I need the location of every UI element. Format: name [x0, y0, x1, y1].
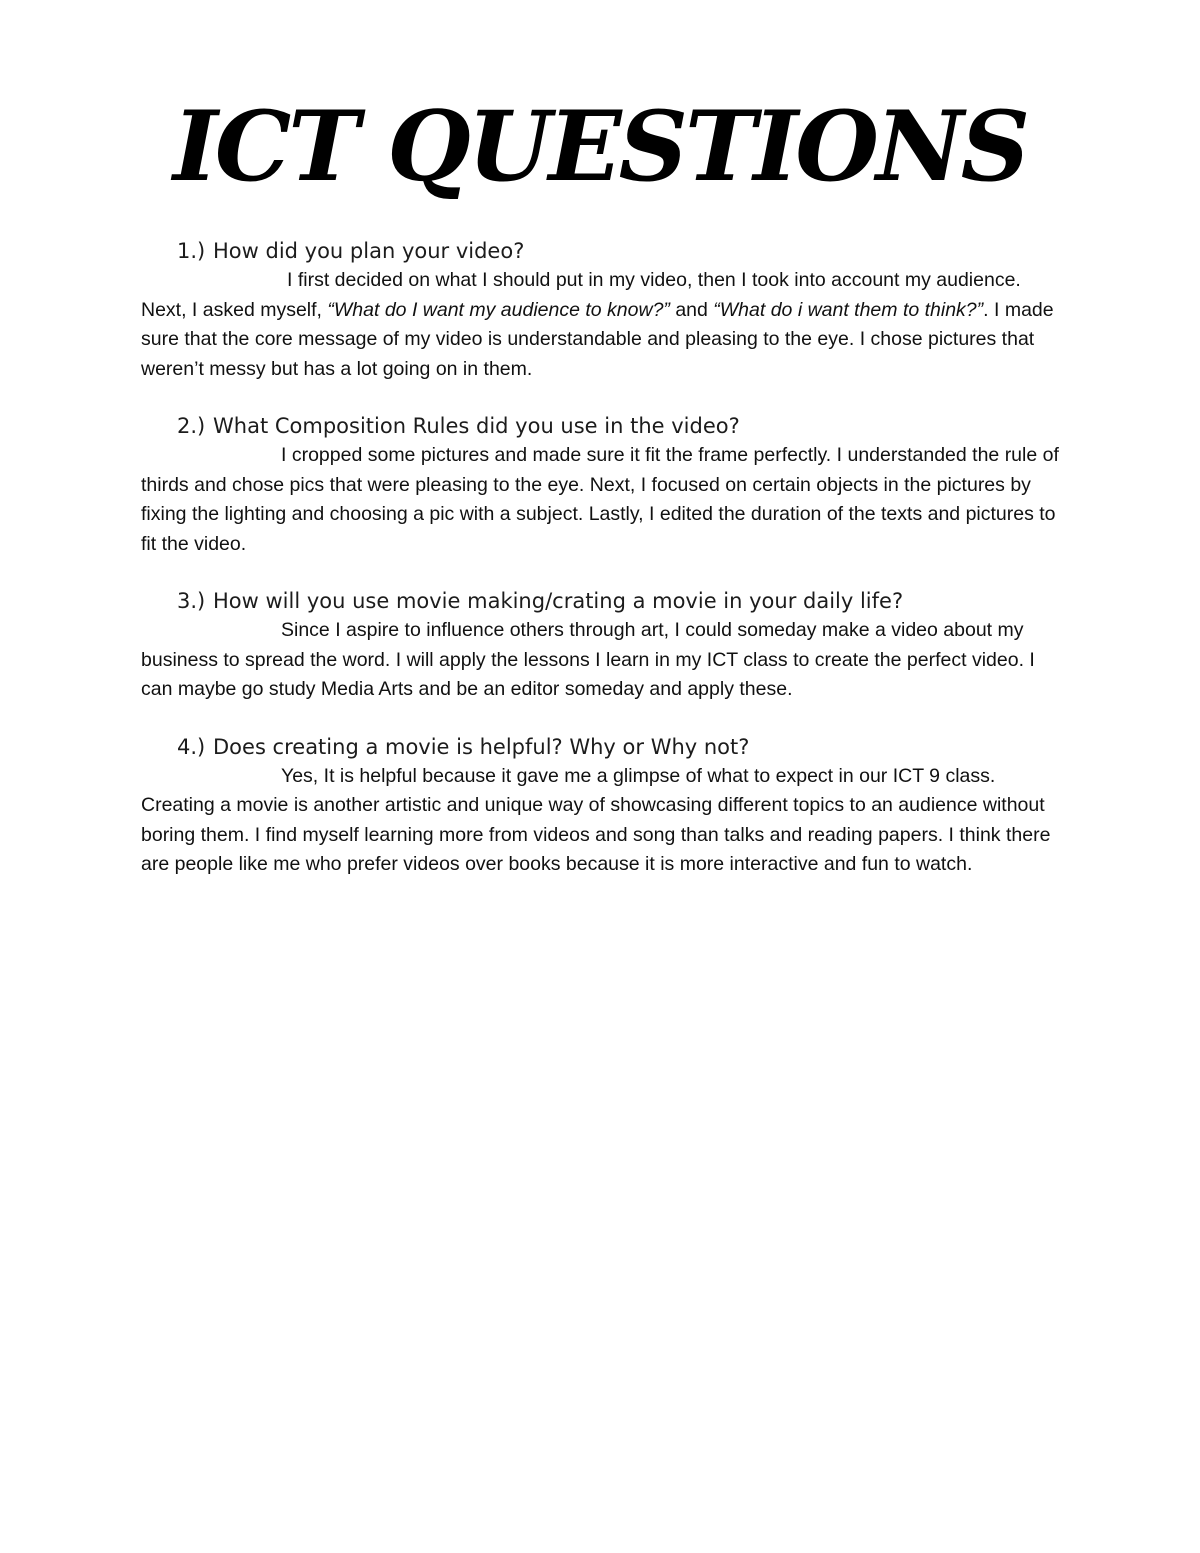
question-heading-1 — [141, 236, 1071, 266]
question-block-4 — [141, 732, 1071, 880]
answer-text-4: Yes, It is helpful because it gave me a glimpse of what to expect in our ICT 9 class. Creating a movie is another artistic and unique way of showcasing different topics to an audience without boring them. I find myself learning more from videos and song than talks and reading papers. I think there are people like me who prefer videos over books because it is more interactive and fun to watch. — [141, 764, 1051, 875]
question-block-2 — [141, 411, 1071, 559]
question-text-3: How will you use movie making/crating a movie in your daily life? — [213, 589, 904, 613]
answer-1-quote-2: “What do i want them to think?” — [713, 298, 984, 321]
question-text-2: What Composition Rules did you use in the video? — [213, 414, 740, 438]
question-block-1 — [141, 236, 1071, 384]
question-text-1: How did you plan your video? — [213, 239, 525, 263]
answer-text-3: Since I aspire to influence others through art, I could someday make a video about my business to spread the word. I will apply the lessons I learn in my ICT class to create the perfect video. I can maybe go study Media Arts and be an editor someday and apply these. — [141, 619, 1035, 700]
answer-1-part-3: . I made sure that the core message of my video is understandable and pleasing to the eye. I chose pictures that weren’t messy but has a lot going on in them. — [141, 298, 1054, 380]
answer-1-part-2: and — [669, 298, 714, 321]
question-heading-2 — [141, 411, 1071, 441]
answer-text-1 — [141, 266, 1071, 384]
questions-list — [141, 236, 1071, 907]
question-number-1: 1.) — [177, 239, 206, 263]
answer-1-quote-1: “What do I want my audience to know?” — [327, 298, 670, 321]
question-number-4: 4.) — [177, 734, 206, 759]
question-heading-3 — [141, 586, 1071, 616]
question-block-3 — [141, 586, 1071, 705]
question-text-4: Does creating a movie is helpful? Why or Why not? — [213, 734, 750, 759]
question-number-3: 3.) — [177, 589, 206, 613]
answer-text-2: I cropped some pictures and made sure it fit the frame perfectly. I understanded the rule of thirds and chose pics that were pleasing to the eye. Next, I focused on certain objects in the pictures by fixing the lighting and choosing a pic with a subject. Lastly, I edited the duration of the texts and pictures to fit the video. — [141, 444, 1059, 555]
question-heading-4 — [141, 732, 1071, 762]
question-number-2: 2.) — [177, 414, 206, 438]
answer-1-part-1: I first decided on what I should put in my video, then I took into account my audience. Next, I asked myself, — [141, 269, 1021, 321]
document-title: ICT QUESTIONS — [172, 90, 1028, 203]
